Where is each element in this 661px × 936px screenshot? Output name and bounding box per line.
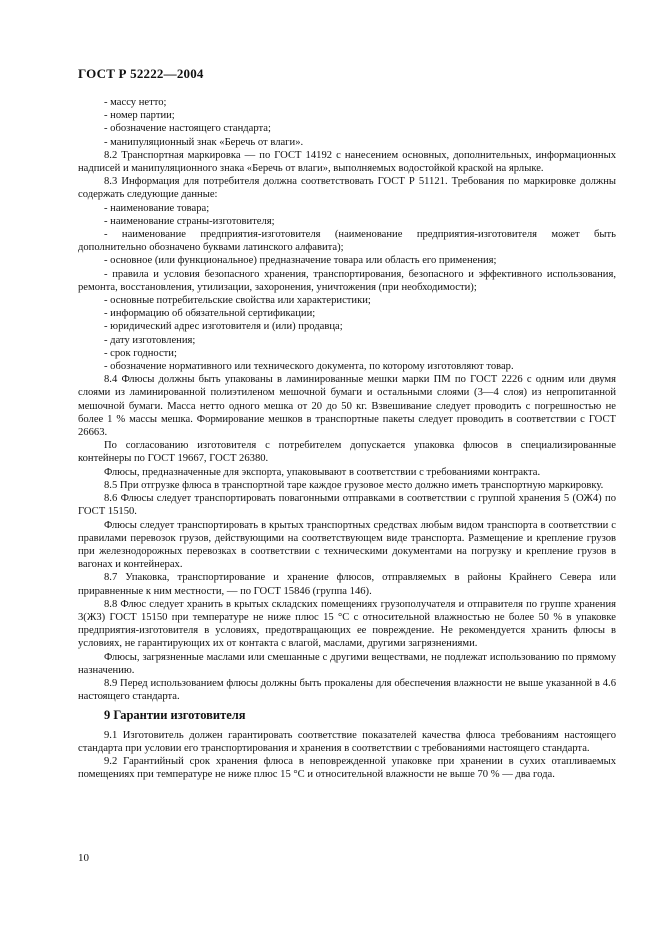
paragraph-transport: Флюсы следует транспортировать в крытых транспортных средствах любым видом транспорта в соответствии с правилами перевозок грузов, действующими на соответствующем виде транспорта. Размещение и крепление грузов при железнодорожных перевозках в соответствии с техническими документами на погрузку и крепление грузов в вагонах и контейнерах. bbox=[78, 519, 616, 571]
paragraph-8-9: 8.9 Перед использованием флюсы должны быть прокалены для обеспечения влажности не выше указанной в 4.6 настоящего стандарта. bbox=[78, 677, 616, 703]
paragraph-8-7: 8.7 Упаковка, транспортирование и хранение флюсов, отправляемых в районы Крайнего Севера или приравненные к ним местности, — по ГОСТ 15846 (группа 146). bbox=[78, 572, 616, 597]
paragraph-8-3: 8.3 Информация для потребителя должна соответствовать ГОСТ Р 51121. Требования по маркировке должны содержать следующие данные: bbox=[78, 176, 616, 201]
list-item: - массу нетто; bbox=[104, 97, 167, 108]
document-header: ГОСТ Р 52222—2004 bbox=[78, 66, 204, 81]
paragraph-8-5: 8.5 При отгрузке флюса в транспортной таре каждое грузовое место должно иметь транспортную маркировку. bbox=[104, 479, 604, 491]
list-item: - правила и условия безопасного хранения, транспортирования, безопасного и эффективного использования, ремонта, восстановления, утилизации, захоронения, уничтожения (при необходимости); bbox=[78, 268, 616, 293]
list-item: - юридический адрес изготовителя и (или) продавца; bbox=[104, 321, 343, 333]
list-item: - основное (или функциональное) предназначение товара или область его применения; bbox=[104, 255, 497, 267]
section-heading: 9 Гарантии изготовителя bbox=[104, 708, 246, 723]
page-number: 10 bbox=[78, 852, 89, 864]
list-item: - дату изготовления; bbox=[104, 334, 196, 346]
paragraph-8-8: 8.8 Флюс следует хранить в крытых складских помещениях грузополучателя и отправителя по группе хранения 3(Ж3) ГОСТ 15150 при температуре не ниже плюс 15 °С с относительной влажностью не более 50 % в упаковке предприятия-изготовителя в условиях, предотвращающих ее повреждение. Не рекомендуется хранить флюсы в условиях, не гарантирующих их от контакта с влагой, маслами, другими загрязнениями. bbox=[78, 598, 616, 650]
list-item: - номер партии; bbox=[104, 110, 175, 122]
list-item: - наименование товара; bbox=[104, 202, 210, 214]
list-item: - наименование страны-изготовителя; bbox=[104, 215, 275, 227]
paragraph-8-6: 8.6 Флюсы следует транспортировать повагонными отправками в соответствии с группой хранения 5 (ОЖ4) по ГОСТ 15150. bbox=[78, 493, 616, 518]
list-item: - наименование предприятия-изготовителя (наименование предприятия-изготовителя может быть дополнительно обозначено буквами латинского алфавита); bbox=[78, 229, 616, 254]
paragraph-export: Флюсы, предназначенные для экспорта, упаковывают в соответствии с требованиями контракта. bbox=[104, 466, 541, 478]
paragraph-9-2: 9.2 Гарантийный срок хранения флюса в неповрежденной упаковке при хранении в сухих отапливаемых помещениях при температуре не ниже плюс 15 °С и относительной влажности не выше 70 % — два года. bbox=[78, 755, 616, 781]
list-item: - обозначение настоящего стандарта; bbox=[104, 123, 271, 135]
list-item: - информацию об обязательной сертификации; bbox=[104, 308, 316, 320]
paragraph-8-4: 8.4 Флюсы должны быть упакованы в ламинированные мешки марки ПМ по ГОСТ 2226 с одним или двумя слоями из ламинированной полиэтиленом мешочной бумаги и остальными слоями (3—4 слоя) из непропитанной мешочной бумаги. Масса нетто одного мешка от 20 до 50 кг. Взвешивание следует проводить с погрешностью не более 1 % массы мешка. Формирование мешков в транспортные пакеты следует проводить в соответствии с ГОСТ 26663. bbox=[78, 374, 616, 439]
list-item: - основные потребительские свойства или характеристики; bbox=[104, 295, 371, 307]
paragraph-9-1: 9.1 Изготовитель должен гарантировать соответствие показателей качества флюса требованиям настоящего стандарта при условии его транспортирования и хранения в соответствии с требованиями настоящего стандарта. bbox=[78, 729, 616, 754]
paragraph-oil: Флюсы, загрязненные маслами или смешанные с другими веществами, не подлежат использованию по прямому назначению. bbox=[78, 651, 616, 676]
page-body bbox=[78, 96, 616, 781]
list-item: - срок годности; bbox=[104, 347, 177, 359]
list-item: - обозначение нормативного или технического документа, по которому изготовляют товар. bbox=[104, 361, 514, 373]
paragraph-agreement: По согласованию изготовителя с потребителем допускается упаковка флюсов в специализированные контейнеры по ГОСТ 19667, ГОСТ 26380. bbox=[78, 440, 616, 465]
paragraph-8-2: 8.2 Транспортная маркировка — по ГОСТ 14192 с нанесением основных, дополнительных, информационных надписей и манипуляционного знака «Беречь от влаги», выполняемых водостойкой краской на ярлыке. bbox=[78, 149, 616, 175]
list-item: - манипуляционный знак «Беречь от влаги». bbox=[104, 136, 304, 148]
